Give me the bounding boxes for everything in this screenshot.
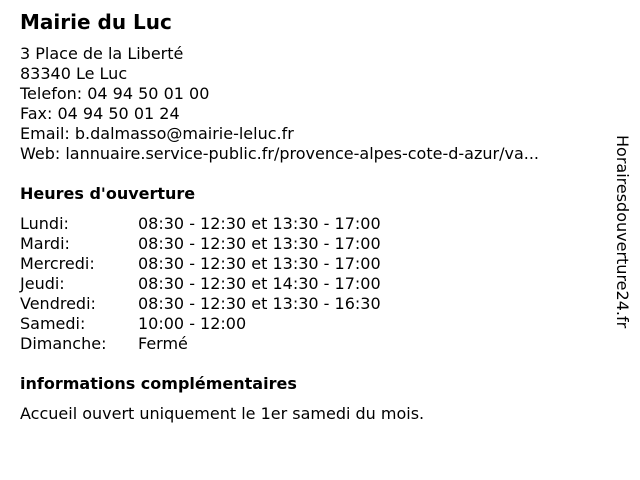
- day-hours: 08:30 - 12:30 et 13:30 - 17:00: [138, 214, 381, 233]
- day-label: Mardi:: [20, 234, 70, 253]
- day-hours: 08:30 - 12:30 et 13:30 - 17:00: [138, 254, 381, 273]
- page-title: Mairie du Luc: [20, 10, 172, 34]
- fax-number: Fax: 04 94 50 01 24: [20, 104, 180, 123]
- phone-number: Telefon: 04 94 50 01 00: [20, 84, 210, 103]
- day-hours: 08:30 - 12:30 et 13:30 - 17:00: [138, 234, 381, 253]
- website-url: Web: lannuaire.service-public.fr/provence-alpes-cote-d-azur/va...: [20, 144, 539, 163]
- day-label: Jeudi:: [20, 274, 65, 293]
- contact-block: [20, 44, 539, 164]
- day-label: Lundi:: [20, 214, 69, 233]
- address-line-city: 83340 Le Luc: [20, 64, 128, 83]
- info-text: Accueil ouvert uniquement le 1er samedi du mois.: [20, 404, 425, 423]
- site-watermark: Horairesdouverture24.fr: [613, 135, 632, 329]
- day-label: Vendredi:: [20, 294, 96, 313]
- hours-heading: Heures d'ouverture: [20, 184, 196, 203]
- day-label: Dimanche:: [20, 334, 107, 353]
- day-hours: Fermé: [138, 334, 188, 353]
- day-hours: 10:00 - 12:00: [138, 314, 247, 333]
- day-label: Mercredi:: [20, 254, 95, 273]
- day-hours: 08:30 - 12:30 et 14:30 - 17:00: [138, 274, 381, 293]
- day-label: Samedi:: [20, 314, 86, 333]
- address-line-street: 3 Place de la Liberté: [20, 44, 184, 63]
- email-address: Email: b.dalmasso@mairie-leluc.fr: [20, 124, 294, 143]
- info-heading: informations complémentaires: [20, 374, 297, 393]
- day-hours: 08:30 - 12:30 et 13:30 - 16:30: [138, 294, 381, 313]
